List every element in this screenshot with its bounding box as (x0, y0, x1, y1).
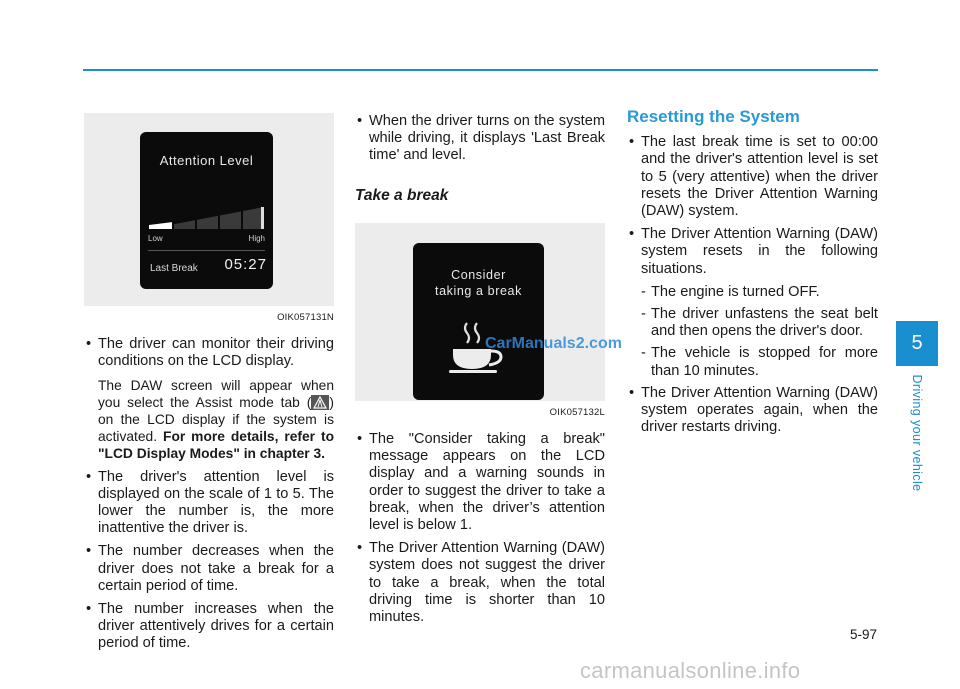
bullet-item: • When the driver turns on the system while driving, it displays 'Last Break time' and level. (355, 113, 605, 165)
bold-reference: For more details, refer to "LCD Display Modes" in chapter 3. (98, 429, 334, 462)
gauge-high-label: High (248, 234, 265, 243)
bullet-item: • The last break time is set to 00:00 and the driver's attention level is set to 5 (very attentive) when the driver resets the Driver Attention Warning (DAW) system. (627, 134, 878, 220)
dash-item: - The driver unfastens the seat belt and then opens the driver's door. (641, 306, 878, 340)
top-rule (83, 69, 878, 71)
break-message-line: Consider (451, 267, 506, 282)
watermark: CarManuals2.com (485, 334, 622, 352)
paragraph-text: ) on the LCD display if the system is activated. (98, 394, 334, 445)
attention-level-figure (84, 113, 334, 306)
dash-item-text: The driver unfastens the seat belt and then opens the driver's door. (651, 306, 878, 340)
assist-mode-paragraph (84, 377, 334, 463)
break-message (413, 267, 544, 299)
bullet-item: • The driver can monitor their driving conditions on the LCD display. (84, 336, 334, 370)
column-2 (355, 113, 622, 632)
bullet-item: • The Driver Attention Warning (DAW) system operates again, when the driver restarts driving. (627, 385, 878, 437)
figure-caption: OIK057132L (549, 406, 605, 418)
bullet-item: • The number increases when the driver attentively drives for a certain period of time. (84, 601, 334, 653)
chapter-title: Driving your vehicle (910, 374, 924, 492)
dash-item-text: The engine is turned OFF. (651, 283, 820, 300)
column-1 (84, 113, 334, 659)
chapter-tab: 5 (896, 321, 938, 366)
footer-site: carmanualsonline.info (580, 658, 801, 683)
paragraph-text: The DAW screen will appear when you select the Assist mode tab ( (98, 377, 334, 410)
dawicon-assist-tab-icon (311, 395, 329, 410)
dash-item: - The vehicle is stopped for more than 10 minutes. (641, 345, 878, 379)
bullet-item: • The Driver Attention Warning (DAW) system does not suggest the driver to take a break, when the total driving time is shorter than 10 minutes. (355, 540, 605, 626)
last-break-time: 05:27 (224, 256, 267, 273)
bullet-item: • The "Consider taking a break" message appears on the LCD display and a warning sounds in order to suggest the driver to take a break, when the driver’s attention level is below 1. (355, 431, 605, 534)
lcd-screen (413, 243, 544, 400)
attention-gauge-icon (149, 207, 264, 229)
dash-item: - The engine is turned OFF. (641, 283, 820, 300)
bullet-item: • The number decreases when the driver does not take a break for a certain period of time. (84, 543, 334, 595)
dash-item-text: The vehicle is stopped for more than 10 minutes. (651, 345, 878, 379)
last-break-label: Last Break (150, 263, 198, 274)
divider (148, 250, 265, 251)
bullet-item: • The driver's attention level is displayed on the scale of 1 to 5. The lower the number is, the more inattentive the driver is. (84, 469, 334, 538)
attention-level-title: Attention Level (159, 153, 254, 168)
break-message-line: taking a break (435, 283, 522, 298)
figure-caption: OIK057131N (277, 312, 334, 323)
page-number: 5-97 (849, 627, 877, 642)
gauge-low-label: Low (148, 234, 163, 243)
column-3 (627, 108, 878, 442)
bullet-item: • The Driver Attention Warning (DAW) system resets in the following situations. (627, 226, 878, 278)
lcd-screen (140, 132, 273, 289)
subheading: Take a break (355, 186, 449, 204)
take-a-break-figure (355, 223, 622, 401)
section-heading: Resetting the System (627, 107, 800, 126)
